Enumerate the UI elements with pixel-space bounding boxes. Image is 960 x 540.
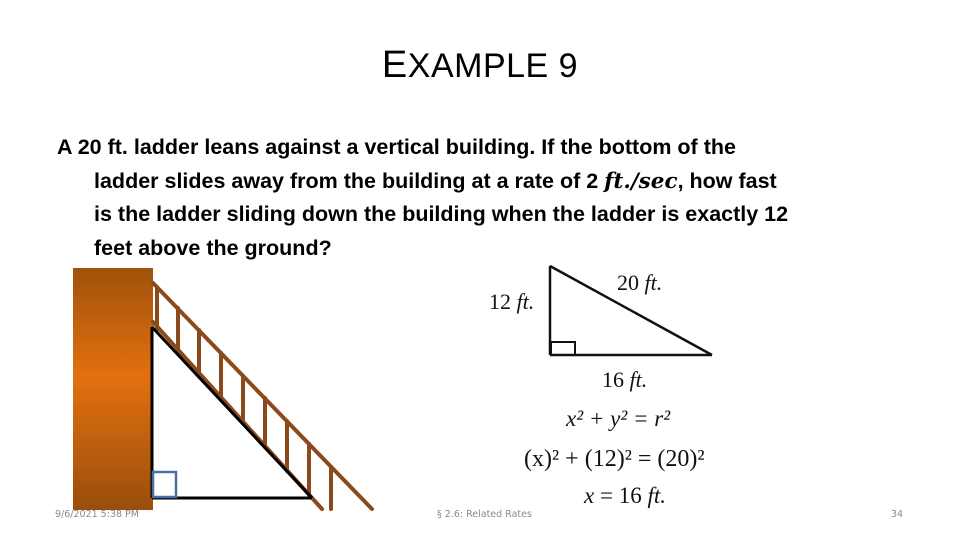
problem-line-3: is the ladder sliding down the building when the ladder is exactly 12 bbox=[94, 202, 789, 226]
slide-title-rest: XAMPLE 9 bbox=[407, 47, 579, 85]
ladder-illustration bbox=[153, 283, 372, 509]
equation-substituted: (x)² + (12)² = (20)² bbox=[524, 446, 705, 472]
vertical-side-label: 12 ft. bbox=[489, 289, 535, 314]
footer-date: 9/6/2021 5:38 PM bbox=[55, 509, 139, 520]
building-wall bbox=[73, 268, 153, 510]
slide-title-cap: E bbox=[381, 44, 408, 86]
problem-line-4: feet above the ground? bbox=[94, 235, 332, 260]
rate-expression: ft./sec bbox=[604, 168, 678, 194]
right-angle-marker-illustration bbox=[153, 472, 176, 497]
footer-section: § 2.6: Related Rates bbox=[437, 509, 532, 520]
right-angle-marker bbox=[551, 342, 575, 355]
ladder-rail-outer bbox=[153, 283, 372, 509]
hypotenuse-label: 20 ft. bbox=[617, 270, 663, 295]
equation-pythagorean: x² + y² = r² bbox=[566, 406, 671, 431]
problem-line-1: A 20 ft. ladder leans against a vertical building. If the bottom of the bbox=[57, 135, 736, 159]
base-side-label: 16 ft. bbox=[602, 367, 648, 392]
equation-solution: x = 16 ft. bbox=[584, 483, 666, 508]
footer-page-number: 34 bbox=[891, 509, 904, 520]
problem-line-2-pre: ladder slides away from the building at a rate of 2 bbox=[94, 168, 605, 193]
problem-line-2-post: , how fast bbox=[677, 168, 777, 193]
